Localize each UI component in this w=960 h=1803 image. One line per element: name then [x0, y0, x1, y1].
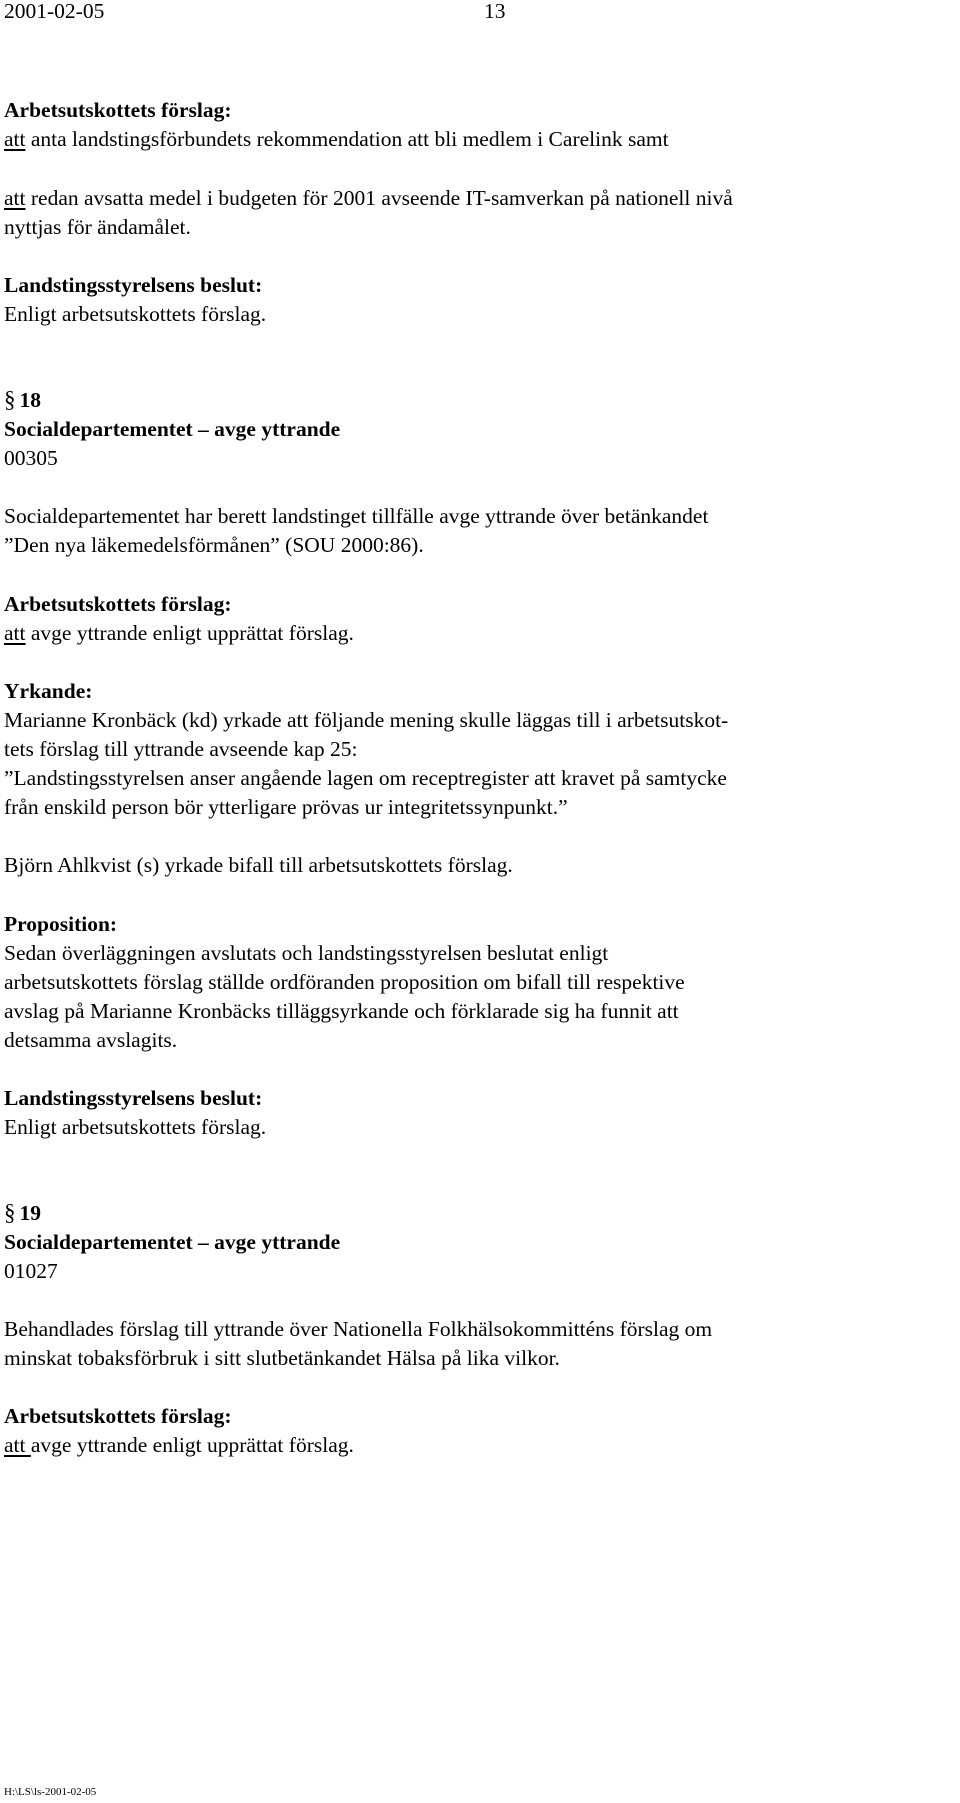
section-intro: Behandlades förslag till yttrande över Nationella Folkhälsokommitténs förslag om — [4, 1317, 713, 1341]
proposition-text: arbetsutskottets förslag ställde ordföranden proposition om bifall till respektive — [4, 970, 685, 994]
board-decision-text: Enligt arbetsutskottets förslag. — [4, 302, 267, 326]
motion-text: ”Landstingsstyrelsen anser angående lagen om receptregister att kravet på samtycke — [4, 766, 727, 790]
board-decision-heading: Landstingsstyrelsens beslut: — [4, 273, 263, 297]
header-date: 2001-02-05 — [4, 0, 105, 23]
motion-text: från enskild person bör ytterligare prövas ur integritetssynpunkt.” — [4, 795, 568, 819]
motion-text: Marianne Kronbäck (kd) yrkade att följande mening skulle läggas till i arbetsutskot- — [4, 708, 729, 732]
att-keyword: att — [4, 1433, 31, 1457]
section-symbol: § — [4, 387, 16, 412]
footer-path: H:\LS\ls-2001-02-05 — [4, 1786, 97, 1798]
au-proposal-heading: Arbetsutskottets förslag: — [4, 592, 232, 616]
section-title: Socialdepartementet – avge yttrande — [4, 1230, 341, 1254]
case-number: 01027 — [4, 1259, 58, 1283]
att-clause: att avge yttrande enligt upprättat förslag. — [4, 621, 354, 645]
att-keyword: att — [4, 127, 26, 151]
section-intro: ”Den nya läkemedelsförmånen” (SOU 2000:86). — [4, 533, 424, 557]
case-number: 00305 — [4, 446, 58, 470]
section-intro: Socialdepartementet har berett landstinget tillfälle avge yttrande över betänkandet — [4, 504, 709, 528]
section-intro: minskat tobaksförbruk i sitt slutbetänkandet Hälsa på lika vilkor. — [4, 1346, 560, 1370]
proposition-text: avslag på Marianne Kronbäcks tilläggsyrkande och förklarade sig ha funnit att — [4, 999, 679, 1023]
section-symbol: § — [4, 1200, 16, 1225]
proposition-text: Sedan överläggningen avslutats och landstingsstyrelsen beslutat enligt — [4, 941, 609, 965]
motion-text: tets förslag till yttrande avseende kap 25: — [4, 737, 358, 761]
att-clause: att avge yttrande enligt upprättat förslag. — [4, 1433, 354, 1457]
att-clause-continuation: nyttjas för ändamålet. — [4, 215, 191, 239]
section-number: § 19 — [4, 1198, 41, 1228]
proposition-heading: Proposition: — [4, 912, 118, 936]
section-number: § 18 — [4, 385, 41, 415]
att-keyword: att — [4, 621, 26, 645]
board-decision-heading: Landstingsstyrelsens beslut: — [4, 1086, 263, 1110]
au-proposal-heading: Arbetsutskottets förslag: — [4, 98, 232, 122]
att-keyword: att — [4, 186, 26, 210]
section-title: Socialdepartementet – avge yttrande — [4, 417, 341, 441]
motion-heading: Yrkande: — [4, 679, 93, 703]
proposition-text: detsamma avslagits. — [4, 1028, 178, 1052]
att-clause: att anta landstingsförbundets rekommendation att bli medlem i Carelink samt — [4, 127, 669, 151]
au-proposal-heading: Arbetsutskottets förslag: — [4, 1404, 232, 1428]
att-clause: att redan avsatta medel i budgeten för 2001 avseende IT-samverkan på nationell nivå — [4, 186, 733, 210]
board-decision-text: Enligt arbetsutskottets förslag. — [4, 1115, 267, 1139]
page-number: 13 — [484, 0, 506, 23]
motion-text: Björn Ahlkvist (s) yrkade bifall till arbetsutskottets förslag. — [4, 853, 513, 877]
